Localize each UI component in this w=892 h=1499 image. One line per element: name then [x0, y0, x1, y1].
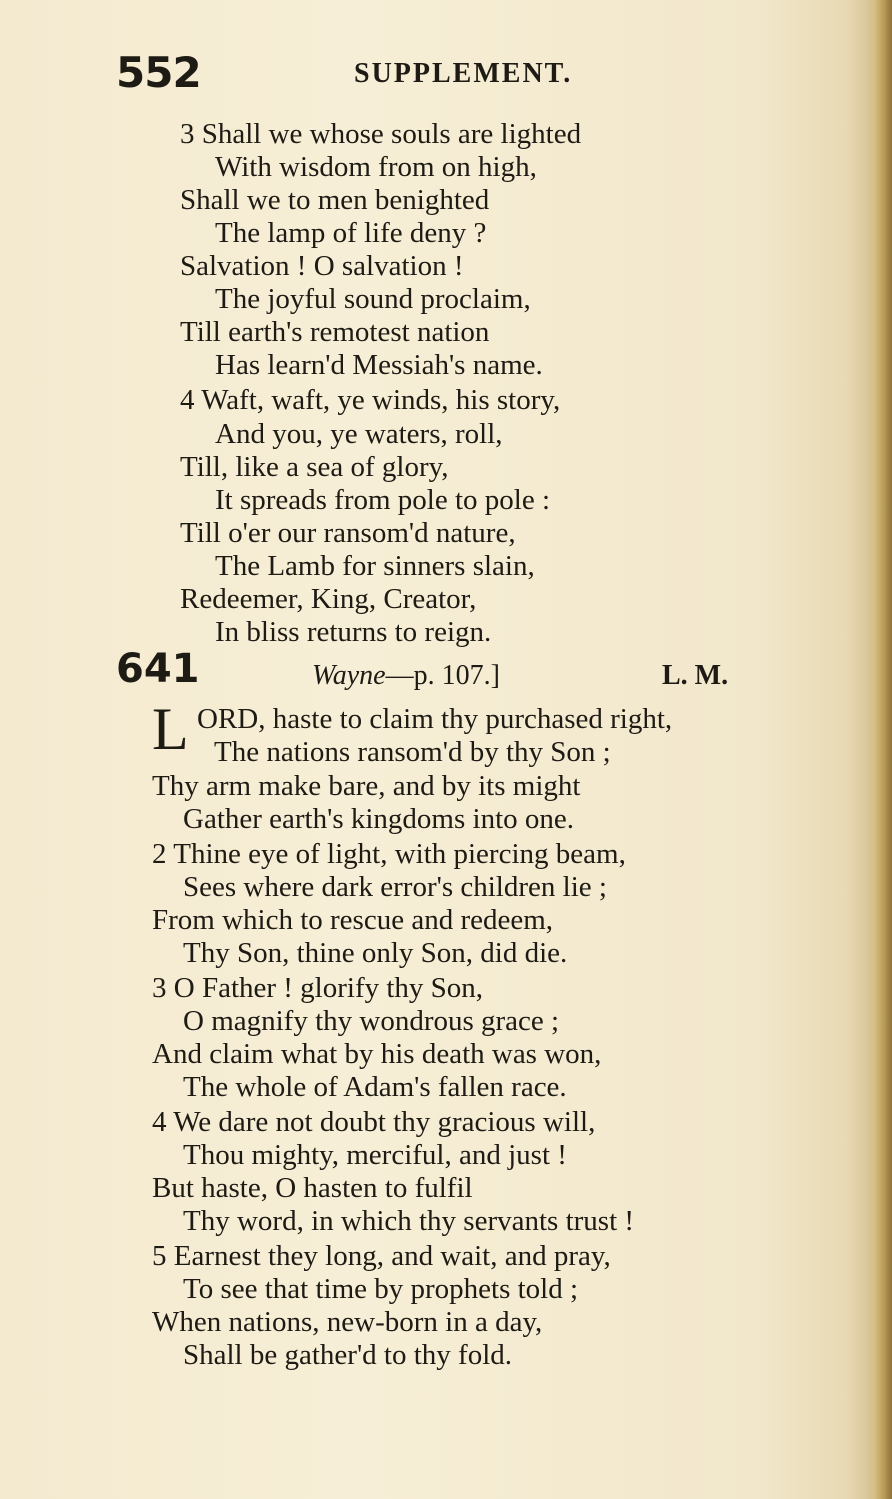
- verse-line: Redeemer, King, Creator,: [180, 583, 477, 615]
- hymn-meter: L. M.: [662, 660, 729, 691]
- verse-line: Has learn'd Messiah's name.: [215, 349, 543, 381]
- hymn-number: 641: [116, 646, 200, 692]
- verse-line: 3 O Father ! glorify thy Son,: [152, 972, 484, 1004]
- verse-line: Shall be gather'd to thy fold.: [183, 1339, 512, 1371]
- verse-line: From which to rescue and redeem,: [152, 904, 554, 936]
- verse-line: In bliss returns to reign.: [215, 616, 492, 648]
- verse-line: The whole of Adam's fallen race.: [183, 1071, 567, 1103]
- verse-line: The lamp of life deny ?: [215, 217, 487, 249]
- verse-line: 5 Earnest they long, and wait, and pray,: [152, 1240, 611, 1272]
- running-head: SUPPLEMENT.: [354, 58, 573, 89]
- verse-line: And you, ye waters, roll,: [215, 418, 503, 450]
- verse-line: 3 Shall we whose souls are lighted: [180, 118, 582, 150]
- page-number: 552: [116, 48, 201, 97]
- verse-line: It spreads from pole to pole :: [215, 484, 551, 516]
- hymn-heading: [116, 646, 776, 696]
- verse-line: Thy word, in which thy servants trust !: [183, 1205, 635, 1237]
- page-header: [116, 48, 656, 104]
- verse-line: O magnify thy wondrous grace ;: [183, 1005, 560, 1037]
- verse-line: To see that time by prophets told ;: [183, 1273, 579, 1305]
- verse-line: Sees where dark error's children lie ;: [183, 871, 607, 903]
- verse-line: 2 Thine eye of light, with piercing beam,: [152, 838, 626, 870]
- verse-line: Salvation ! O salvation !: [180, 250, 464, 282]
- drop-cap: L: [152, 696, 189, 762]
- verse-line: Thy Son, thine only Son, did die.: [183, 937, 568, 969]
- verse-line: 4 Waft, waft, ye winds, his story,: [180, 384, 561, 416]
- first-line: ORD, haste to claim thy purchased right,: [197, 703, 673, 735]
- tune-reference: [312, 660, 500, 692]
- tune-name: Wayne: [312, 660, 386, 691]
- verse-line: Till earth's remotest nation: [180, 316, 490, 348]
- verse-line: Thou mighty, merciful, and just !: [183, 1139, 567, 1171]
- verse-line: The nations ransom'd by thy Son ;: [214, 736, 611, 768]
- verse-line: 4 We dare not doubt thy gracious will,: [152, 1106, 596, 1138]
- verse-line: The joyful sound proclaim,: [215, 283, 531, 315]
- verse-line: Till o'er our ransom'd nature,: [180, 517, 516, 549]
- verse-line: With wisdom from on high,: [215, 151, 537, 183]
- tune-page: —p. 107.]: [385, 660, 500, 691]
- verse-line: Shall we to men benighted: [180, 184, 490, 216]
- verse-line: And claim what by his death was won,: [152, 1038, 602, 1070]
- verse-line: Gather earth's kingdoms into one.: [183, 803, 575, 835]
- verse-line: The Lamb for sinners slain,: [215, 550, 535, 582]
- verse-line: Till, like a sea of glory,: [180, 451, 449, 483]
- verse-line: But haste, O hasten to fulfil: [152, 1172, 473, 1204]
- page-edge-shadow: [866, 0, 892, 1499]
- verse-line: When nations, new-born in a day,: [152, 1306, 543, 1338]
- verse-line: Thy arm make bare, and by its might: [152, 770, 581, 802]
